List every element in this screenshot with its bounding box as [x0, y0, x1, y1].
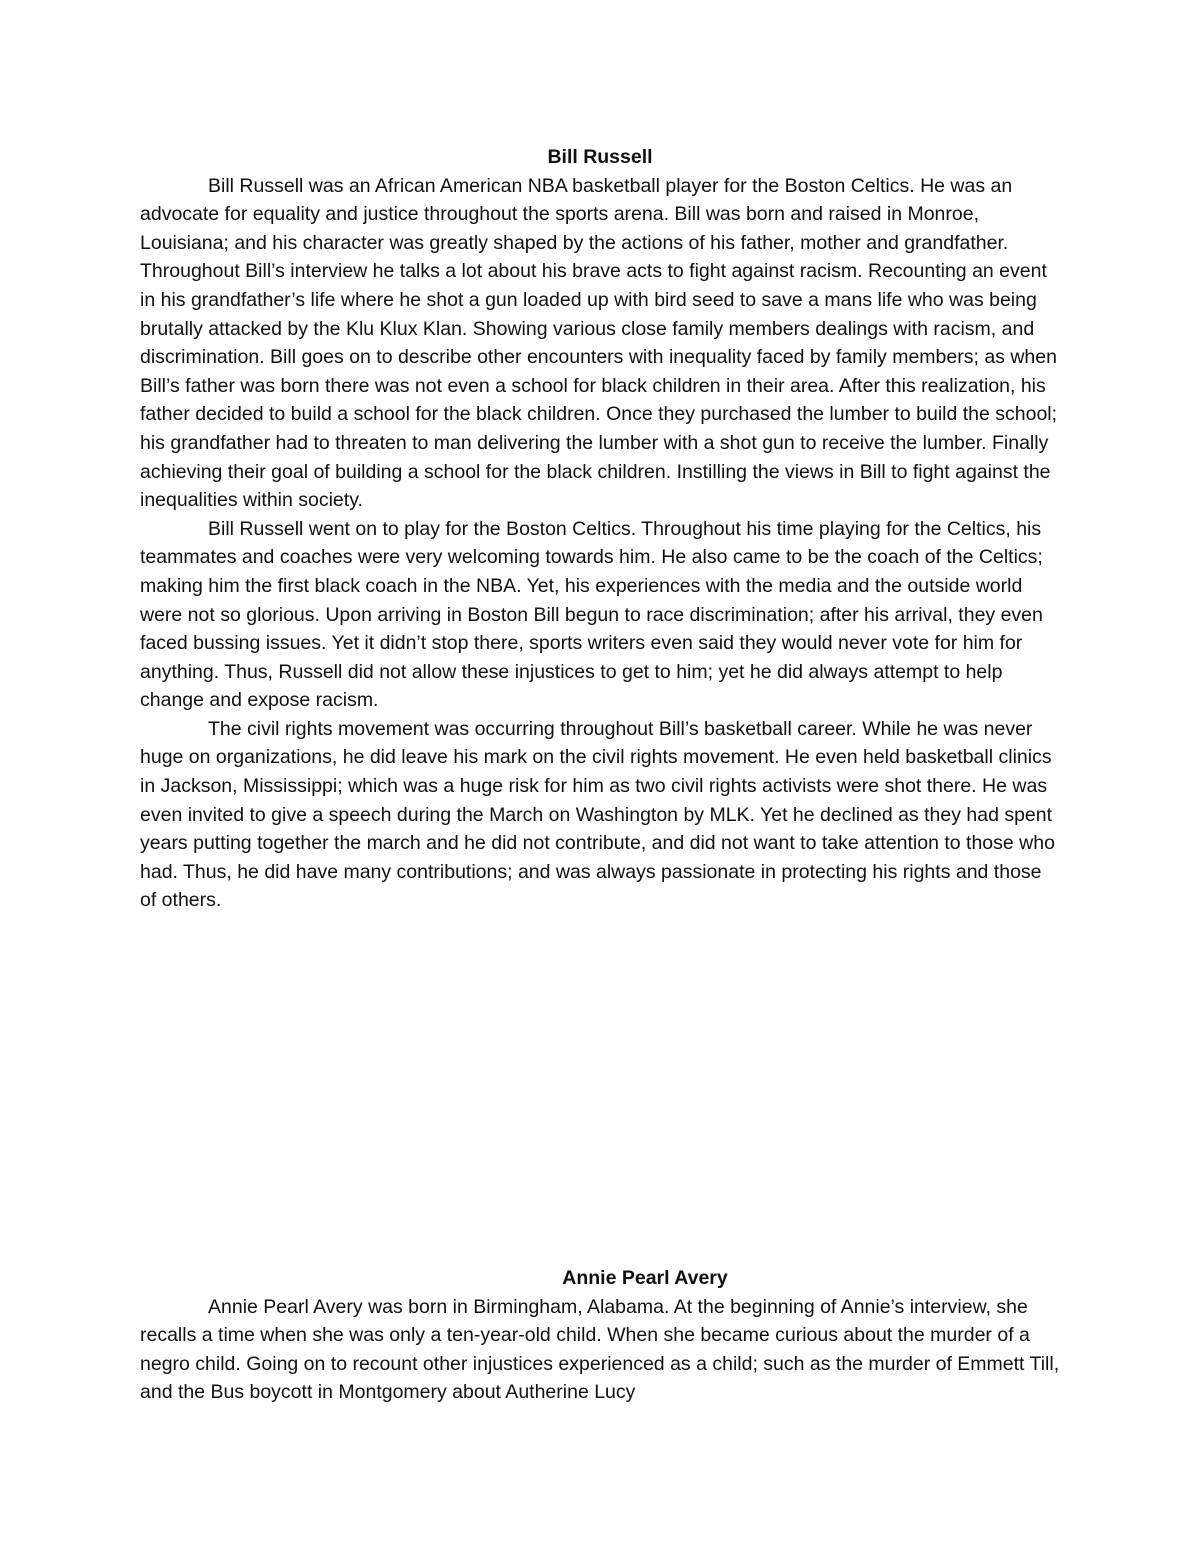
- paragraph: The civil rights movement was occurring throughout Bill’s basketball career. While he was never huge on organizations, he did leave his mark on the civil rights movement. He even held basketball clinics in Jackson, Mississippi; which was a huge risk for him as two civil rights activists were shot there. He was even invited to give a speech during the March on Washington by MLK. Yet he declined as they had spent years putting together the march and he did not contribute, and did not want to take attention to those who had. Thus, he did have many contributions; and was always passionate in protecting his rights and those of others.: [140, 717, 1055, 912]
- section-title: Annie Pearl Avery: [562, 1267, 728, 1289]
- section-annie-pearl-avery: [140, 1264, 1060, 1407]
- paragraph: Annie Pearl Avery was born in Birmingham, Alabama. At the beginning of Annie’s interview, she recalls a time when she was only a ten-year-old child. When she became curious about the murder of a negro child. Going on to recount other injustices experienced as a child; such as the murder of Emmett Till, and the Bus boycott in Montgomery about Autherine Lucy: [140, 1295, 1060, 1404]
- section-title: Bill Russell: [547, 146, 653, 168]
- paragraph: Bill Russell went on to play for the Boston Celtics. Throughout his time playing for the Celtics, his teammates and coaches were very welcoming towards him. He also came to be the coach of the Celtics; making him the first black coach in the NBA. Yet, his experiences with the media and the outside world were not so glorious. Upon arriving in Boston Bill begun to race discrimination; after his arrival, they even faced bussing issues. Yet it didn’t stop there, sports writers even said they would never vote for him for anything. Thus, Russell did not allow these injustices to get to him; yet he did always attempt to help change and expose racism.: [140, 517, 1043, 712]
- paragraph: Bill Russell was an African American NBA basketball player for the Boston Celtics. He was an advocate for equality and justice throughout the sports arena. Bill was born and raised in Monroe, Louisiana; and his character was greatly shaped by the actions of his father, mother and grandfather. Throughout Bill’s interview he talks a lot about his brave acts to fight against racism. Recounting an event in his grandfather’s life where he shot a gun loaded up with bird seed to save a mans life who was being brutally attacked by the Klu Klux Klan. Showing various close family members dealings with racism, and discrimination. Bill goes on to describe other encounters with inequality faced by family members; as when Bill’s father was born there was not even a school for black children in their area. After this realization, his father decided to build a school for the black children. Once they purchased the lumber to build the school; his grandfather had to threaten to man delivering the lumber with a shot gun to receive the lumber. Finally achieving their goal of building a school for the black children. Instilling the views in Bill to fight against the inequalities within society.: [140, 174, 1058, 512]
- section-bill-russell: [140, 143, 1060, 915]
